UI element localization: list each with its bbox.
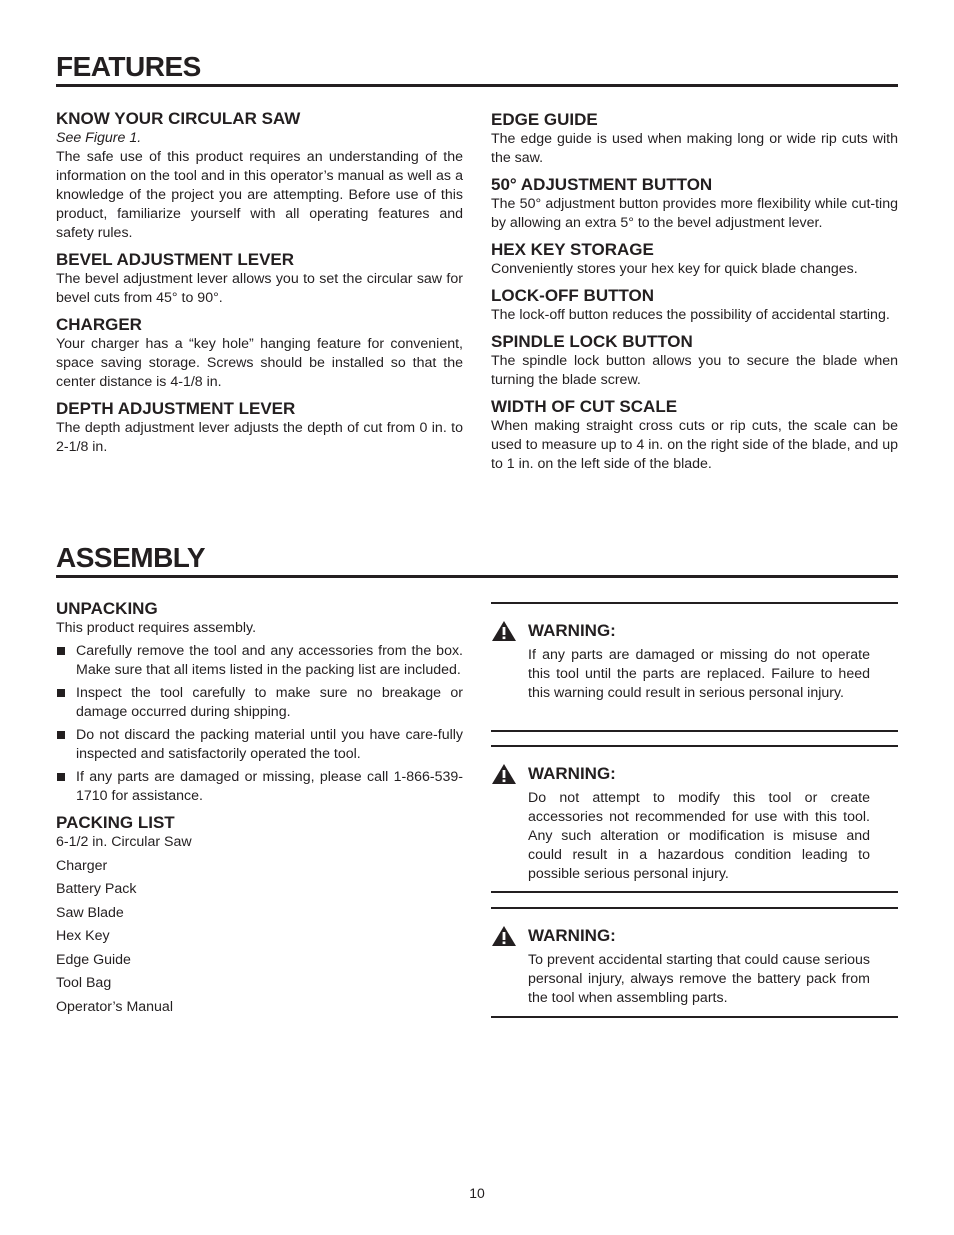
section-edge-guide <box>491 110 898 168</box>
warning-box-1 <box>491 602 898 732</box>
unpacking-bullet: Inspect the tool carefully to make sure no breakage or damage occurred during shipping. <box>56 684 463 722</box>
spindle-text: The spindle lock button allows you to secure the blade when turning the blade screw. <box>491 353 898 388</box>
unpacking-intro: This product requires assembly. <box>56 620 257 636</box>
warning-header <box>491 925 616 947</box>
bullet-square-icon <box>57 647 65 655</box>
warning-header <box>491 763 616 785</box>
features-left-column <box>56 109 463 464</box>
know-heading: KNOW YOUR CIRCULAR SAW <box>56 109 301 128</box>
edge-heading: EDGE GUIDE <box>491 110 598 129</box>
charger-text: Your charger has a “key hole” hanging feature for convenient, space saving storage. Screws should be installed so that the center distance is 4-1/8 in. <box>56 336 463 390</box>
assembly-left-column <box>56 599 463 1021</box>
warning-label: WARNING: <box>528 621 616 640</box>
warning-header <box>491 620 616 642</box>
section-50-button <box>491 175 898 233</box>
width-heading: WIDTH OF CUT SCALE <box>491 397 678 416</box>
unpacking-bullet: Do not discard the packing material until you have care-fully inspected and satisfactorily operated the tool. <box>56 726 463 764</box>
warning-text: Do not attempt to modify this tool or create accessories not recommended for use with this tool. Any such alteration or modification is misuse and could result in a hazardous condition leading to possible serious personal injury. <box>528 790 870 882</box>
section-depth <box>56 399 463 457</box>
spindle-heading: SPINDLE LOCK BUTTON <box>491 332 693 351</box>
fifty-text: The 50° adjustment button provides more flexibility while cut-ting by allowing an extra 5° to the bevel adjustment lever. <box>491 196 898 231</box>
warning-box-2 <box>491 745 898 893</box>
bevel-text: The bevel adjustment lever allows you to set the circular saw for bevel cuts from 45° to 90°. <box>56 271 463 306</box>
unpacking-bullet: Carefully remove the tool and any accessories from the box. Make sure that all items listed in the packing list are included. <box>56 642 463 680</box>
section-unpacking <box>56 599 463 806</box>
depth-heading: DEPTH ADJUSTMENT LEVER <box>56 399 296 418</box>
know-see-figure: See Figure 1. <box>56 130 142 146</box>
bevel-heading: BEVEL ADJUSTMENT LEVER <box>56 250 295 269</box>
bullet-square-icon <box>57 731 65 739</box>
section-hex-key <box>491 240 898 279</box>
section-charger <box>56 315 463 392</box>
fifty-heading: 50° ADJUSTMENT BUTTON <box>491 175 713 194</box>
page-number: 10 <box>469 1185 485 1201</box>
warning-text: If any parts are damaged or missing do not operate this tool until the parts are replaced. Failure to heed this warning could result in serious personal injury. <box>528 647 870 701</box>
warning-triangle-icon <box>491 763 517 785</box>
section-packing-list <box>56 813 463 1021</box>
lockoff-heading: LOCK-OFF BUTTON <box>491 286 655 305</box>
packing-item: Tool Bag <box>56 975 112 991</box>
section-spindle-lock <box>491 332 898 390</box>
unpacking-list <box>56 642 463 806</box>
lockoff-text: The lock-off button reduces the possibility of accidental starting. <box>491 307 890 323</box>
width-text: When making straight cross cuts or rip cuts, the scale can be used to measure up to 4 in. on the right side of the blade, and up to 1 in. on the left side of the blade. <box>491 418 898 472</box>
packing-item: Saw Blade <box>56 904 124 921</box>
section-bevel <box>56 250 463 308</box>
warning-label: WARNING: <box>528 764 616 783</box>
section-lock-off <box>491 286 898 325</box>
unpacking-heading: UNPACKING <box>56 599 158 618</box>
section-width-scale <box>491 397 898 474</box>
warning-triangle-icon <box>491 925 517 947</box>
hexkey-heading: HEX KEY STORAGE <box>491 240 654 259</box>
assembly-title: ASSEMBLY <box>56 543 898 578</box>
packing-item: 6-1/2 in. Circular Saw <box>56 834 192 850</box>
know-text: The safe use of this product requires an understanding of the information on the tool and in this operator’s manual as well as a knowledge of the project you are attempting. Before use of this product, familiarize yourself with all operating features and safety rules. <box>56 149 463 241</box>
warning-text: To prevent accidental starting that could cause serious personal injury, always remove the battery pack from the tool when assembling parts. <box>528 952 870 1006</box>
warning-label: WARNING: <box>528 926 616 945</box>
warning-box-3 <box>491 907 898 1018</box>
hexkey-text: Conveniently stores your hex key for quick blade changes. <box>491 261 858 277</box>
charger-heading: CHARGER <box>56 315 142 334</box>
edge-text: The edge guide is used when making long or wide rip cuts with the saw. <box>491 131 898 166</box>
warning-triangle-icon <box>491 620 517 642</box>
features-title: FEATURES <box>56 52 898 87</box>
packing-item: Operator’s Manual <box>56 998 173 1015</box>
packing-item: Hex Key <box>56 928 110 944</box>
packing-item: Battery Pack <box>56 881 137 897</box>
bullet-square-icon <box>57 773 65 781</box>
bullet-square-icon <box>57 689 65 697</box>
section-know-your-saw <box>56 109 463 243</box>
depth-text: The depth adjustment lever adjusts the depth of cut from 0 in. to 2-1/8 in. <box>56 420 463 455</box>
features-right-column <box>491 110 898 481</box>
unpacking-bullet: If any parts are damaged or missing, please call 1-866-539-1710 for assistance. <box>56 768 463 806</box>
packing-items <box>56 833 463 1021</box>
packing-heading: PACKING LIST <box>56 813 175 832</box>
packing-item: Charger <box>56 857 108 874</box>
packing-item: Edge Guide <box>56 951 131 968</box>
